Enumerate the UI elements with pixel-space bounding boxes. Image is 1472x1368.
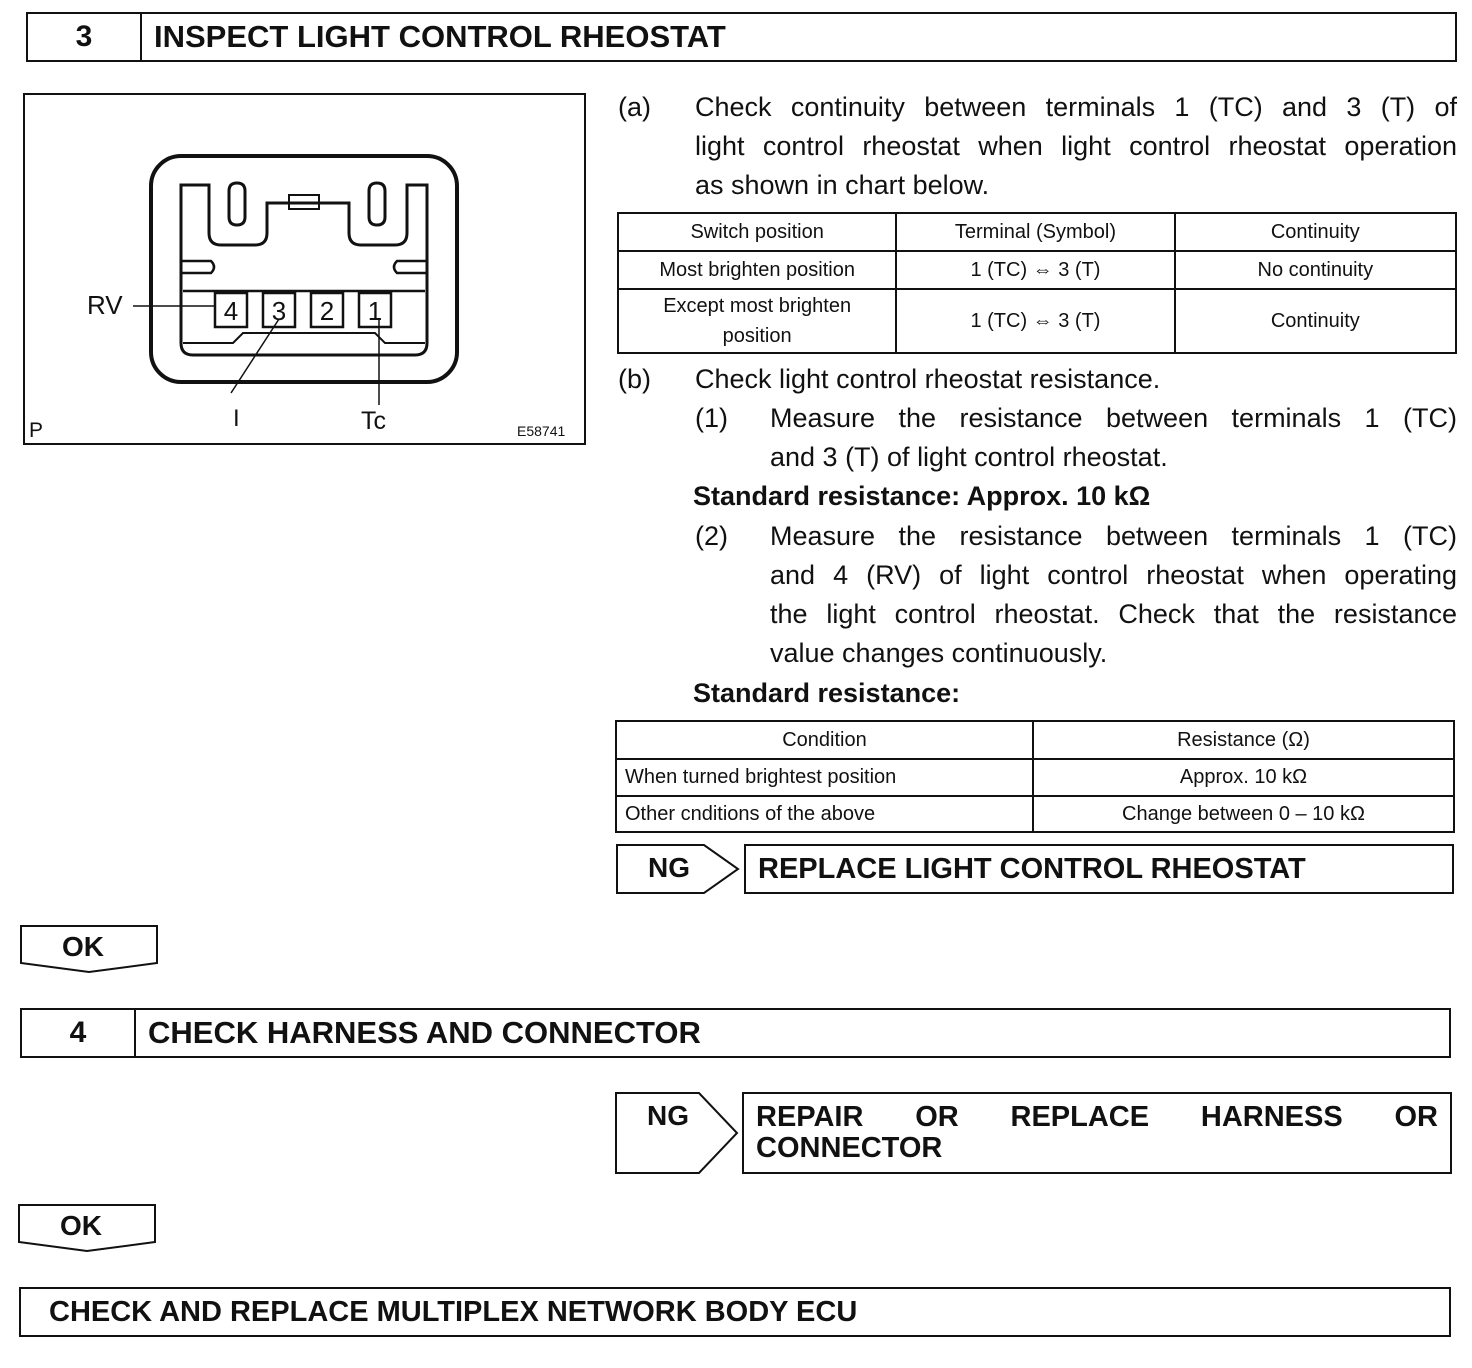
row2-line1: Except most brighten [663, 295, 852, 317]
step3-ng-action: REPLACE LIGHT CONTROL RHEOSTAT [744, 844, 1454, 894]
sub2-line4: value changes continuously. [770, 638, 1108, 668]
continuity-table [617, 212, 1457, 354]
figure-code: E58741 [517, 423, 566, 439]
step-b-text: Check light control rheostat resistance. [695, 364, 1161, 394]
action-word: OR [915, 1101, 959, 1133]
table-row [618, 289, 1456, 353]
label-t: I [233, 405, 240, 432]
step-a-line3: as shown in chart below. [695, 170, 990, 200]
action-word: REPAIR [756, 1101, 864, 1133]
step4-ng-action [742, 1092, 1452, 1174]
terminal-1-label: 1 [367, 296, 383, 326]
row2-line2: position [722, 325, 792, 347]
table-cell: No continuity [1175, 251, 1456, 289]
sub2-line1: Measure the resistance between terminals 1 (TC) [770, 521, 1457, 551]
step3-title: INSPECT LIGHT CONTROL RHEOSTAT [154, 19, 726, 54]
corner-p: P [29, 419, 44, 442]
sub1-marker: (1) [695, 403, 728, 433]
step3-ok-arrow [20, 925, 158, 973]
table-header: Switch position [618, 213, 896, 251]
table-row [618, 213, 1456, 251]
sub1-line2: and 3 (T) of light control rheostat. [770, 442, 1168, 472]
sub1-line1: Measure the resistance between terminals 1 (TC) [770, 403, 1457, 433]
table-cell: Continuity [1175, 289, 1456, 353]
step-a-line1: Check continuity between terminals 1 (TC) and 3 (T) of [695, 92, 1457, 122]
step3-ok-label: OK [62, 931, 104, 962]
table-header: Continuity [1175, 213, 1456, 251]
table-cell: 1 (TC) ⇔ 3 (T) [896, 251, 1174, 289]
step-a-marker: (a) [618, 92, 651, 122]
connector-drawing [23, 93, 586, 445]
sub2-marker: (2) [695, 521, 728, 551]
step-a-line2: light control rheostat when light control rheostat operation [695, 131, 1457, 161]
label-tc: Tc [361, 407, 386, 435]
table-row [618, 251, 1456, 289]
table-cell: 1 (TC) ⇔ 3 (T) [896, 289, 1174, 353]
step3-header [26, 12, 1457, 62]
action-word: REPLACE [1010, 1101, 1150, 1133]
table-row [616, 721, 1454, 759]
step4-title: CHECK HARNESS AND CONNECTOR [148, 1015, 701, 1050]
table-row [616, 796, 1454, 832]
sub2-line3: the light control rheostat. Check that the resistance [770, 599, 1457, 629]
table-header: Resistance (Ω) [1033, 721, 1454, 759]
action-word: OR [1394, 1101, 1438, 1133]
table-cell: Most brighten position [618, 251, 896, 289]
table-cell: Approx. 10 kΩ [1033, 759, 1454, 796]
step4-ok-label: OK [60, 1210, 102, 1241]
step-b-marker: (b) [618, 364, 651, 394]
resistance-table [615, 720, 1455, 833]
step4-ng-action-line2: CONNECTOR [756, 1132, 943, 1164]
step4-ok-arrow [18, 1204, 156, 1252]
table-header: Terminal (Symbol) [896, 213, 1174, 251]
final-action: CHECK AND REPLACE MULTIPLEX NETWORK BODY ECU [19, 1287, 1451, 1337]
table-cell: When turned brightest position [616, 759, 1033, 796]
terminal-4-label: 4 [223, 296, 239, 326]
action-word: HARNESS [1200, 1101, 1343, 1133]
standard-resistance-2: Standard resistance: [693, 678, 961, 708]
step4-ng-arrow [615, 1092, 739, 1174]
connector-diagram [23, 93, 586, 445]
step3-number: 3 [28, 14, 142, 60]
step3-ng-arrow [616, 844, 740, 894]
step4-number: 4 [22, 1010, 136, 1056]
table-cell [618, 289, 896, 353]
step4-ng-action-line1 [756, 1102, 1438, 1133]
step4-header [20, 1008, 1451, 1058]
terminal-2-label: 2 [319, 296, 335, 326]
terminal-3-label: 3 [271, 296, 287, 326]
step4-ng-label: NG [647, 1100, 689, 1131]
sub2-line2: and 4 (RV) of light control rheostat when operating [770, 560, 1457, 590]
label-rv: RV [87, 290, 123, 320]
standard-resistance-1: Standard resistance: Approx. 10 kΩ [693, 481, 1151, 511]
table-row [616, 759, 1454, 796]
table-cell: Other cnditions of the above [616, 796, 1033, 832]
step3-ng-label: NG [648, 852, 690, 883]
table-header: Condition [616, 721, 1033, 759]
table-cell: Change between 0 – 10 kΩ [1033, 796, 1454, 832]
